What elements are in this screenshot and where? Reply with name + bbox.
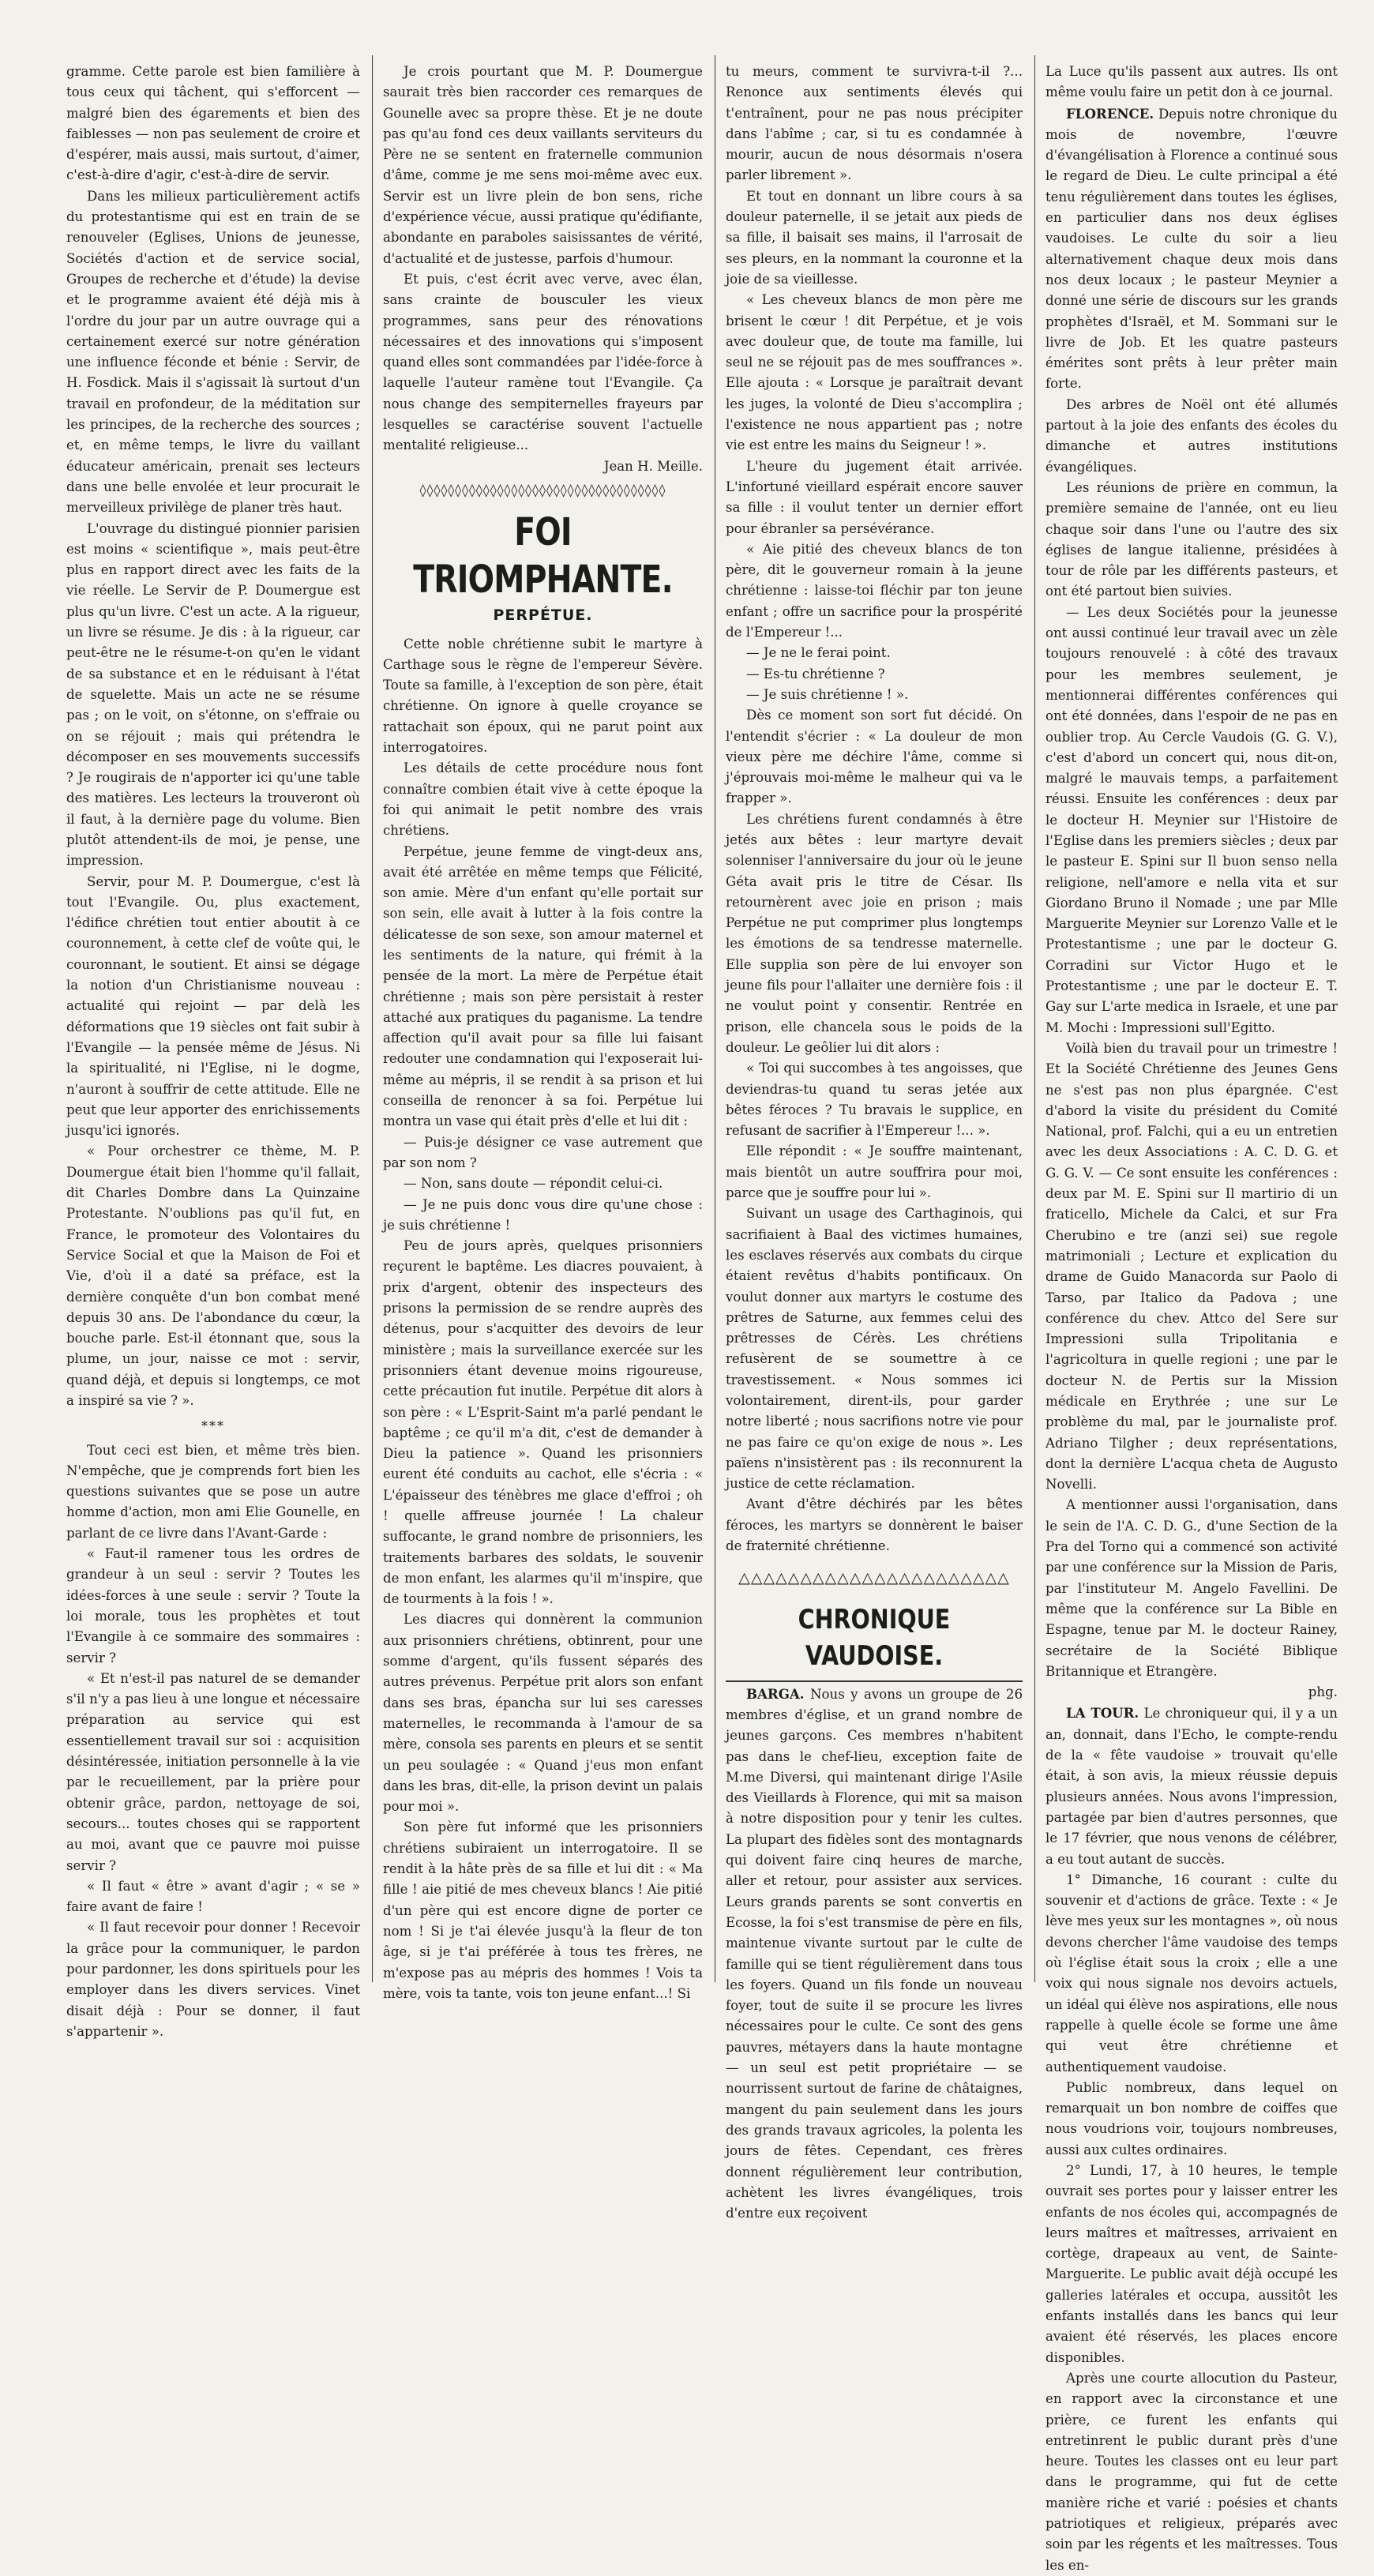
chronique-paragraph: Voilà bien du travail pour un trimestre ! Et la Société Chrétienne des Jeunes Gens ne s'est pas non plus épargnée. C'est d'abord la visite du président du Comité National, prof. Falchi, qui a eu un entretien avec les deux Associations : A. C. D. G. et G. G. V. — Ce sont ensuite les conférences : deux par M. E. Spini sur Il martirio di un fraticello, Michele da Calci, et sur Fra Cherubino e tre (anzi sei) sue regole matrimoniali ; Lecture et explication du drame de Guido Manacorda sur Paolo di Tarso, par Italico da Padova ; une conférence du chev. Attco del Sere sur Impressioni sulla Tripolitania e l'agricoltura in quelle regioni ; une par le docteur N. de Pertis sur la Mission médicale en Erythrée ; une sur Le problème du mal, par le journaliste prof. Adriano Tilgher ; deux représentations, dont la dernière L'acqua cheta de Augusto Novelli.	[1046, 1040, 1338, 1493]
section-title: CHRONIQUE VAUDOISE.	[798, 1603, 951, 1672]
headline: FOI TRIOMPHANTE.	[413, 510, 673, 603]
chronique-signature: phg.	[1308, 1684, 1338, 1700]
article-paragraph: Servir, pour M. P. Doumergue, c'est là tout l'Evangile. Ou, plus exactement, l'édifice chrétien tout entier aboutit à ce couronnement, à cette clef de voûte qui, le couronnant, le soutient. Et ainsi se dégage la notion d'un Christianisme nouveau : actualité qui rejoint — par delà les déformations que 19 siècles ont fait subir à l'Evangile — la pensée même de Jésus. Ni la spiritualité, ni l'Eglise, ni le dogme, n'auront à souffrir de cette attitude. Elle ne peut que leur apporter des enrichissements jusqu'ici ignorés.	[66, 873, 360, 1139]
chronique-paragraph: Public nombreux, dans lequel on remarquait un bon nombre de coiffes que nous voudrions voir, toujours nombreuses, aussi aux cultes ordinaires.	[1046, 2079, 1338, 2157]
place-name: FLORENCE.	[1066, 105, 1154, 122]
chronique-paragraph: 2° Lundi, 17, à 10 heures, le temple ouvrait ses portes pour y laisser entrer les enfants de nos écoles qui, accompagnés de leurs maîtres et maîtresses, arrivaient en cortège, drapeaux au vent, de Sainte-Marguerite. Le public avait déjà occupé les galleries latérales et occupa, aussitôt les enfants installés dans les bancs qui leur avaient été réservés, les places encore disponibles.	[1046, 2162, 1338, 2365]
story-paragraph: Les détails de cette procédure nous font connaître combien était vive à cette époque la foi qui animait le petit nombre des vrais chrétiens.	[383, 760, 703, 839]
chronique-paragraph: Des arbres de Noël ont été allumés partout à la joie des enfants des écoles du dimanche et autres institutions évangéliques.	[1046, 396, 1338, 475]
column-3	[726, 62, 1023, 2221]
story-paragraph: Et tout en donnant un libre cours à sa douleur paternelle, il se jetait aux pieds de sa fille, il baisait ses mains, il l'arrosait de ses pleurs, en la nommant la couronne et la joie de sa vieillesse.	[726, 188, 1023, 287]
article-paragraph: Dans les milieux particulièrement actifs du protestantisme qui est en train de se renouveler (Eglises, Unions de jeunesse, Sociétés d'action et de service social, Groupes de recherche et d'étude) la devise et le programme avaient été déjà mis à l'ordre du jour par un autre ouvrage qui a certainement exercé sur notre génération une influence féconde et bénie : Servir, de H. Fosdick. Mais il s'agissait là surtout d'un travail en profondeur, de la méditation sur les principes, de la recherche des sources ; et, en même temps, le livre du vaillant éducateur américain, prenait ses lecteurs dans une belle envolée et leur procurait le merveilleux privilège de planer très haut.	[66, 188, 360, 516]
story-paragraph: « Aie pitié des cheveux blancs de ton père, dit le gouverneur romain à la jeune chrétienne : laisse-toi fléchir par ton jeune enfant ; offre un sacrifice pour la prospérité de l'Empereur !...	[726, 541, 1023, 640]
story-paragraph: Suivant un usage des Carthaginois, qui sacrifiaient à Baal des victimes humaines, les esclaves réservés aux combats du cirque étaient revêtus d'habits pontificaux. On voulut donner aux martyrs le costume des prêtres de Saturne, aux femmes celui des prêtresses de Cérès. Les chrétiens refusèrent de se soumettre à ce travestissement. « Nous sommes ici volontairement, dirent-ils, pour garder notre liberté ; nous sacrifions notre vie pour ne pas faire ce qu'on exige de nous ». Les païens n'insistèrent pas : ils reconnurent la justice de cette réclamation.	[726, 1206, 1023, 1492]
article-signature: Jean H. Meille.	[603, 458, 703, 474]
story-paragraph: Perpétue, jeune femme de vingt-deux ans, avait été arrêtée en même temps que Félicité, son amie. Mère d'un enfant qu'elle portait sur son sein, elle avait à lutter à la fois contre la délicatesse de son sexe, son amour maternel et les sentiments de la nature, qui frémit à la pensée de la mort. La mère de Perpétue était chrétienne ; mais son père persistait à rester attaché aux pratiques du paganisme. La tendre affection qu'il avait pour sa fille lui faisant redouter une condamnation qui l'exposerait lui-même au mépris, il se rendit à sa prison et lui conseilla de renoncer à sa foi. Perpétue lui montra un vase qui était près d'elle et lui dit :	[383, 843, 703, 1129]
story-dialogue: — Puis-je désigner ce vase autrement que par son nom ?	[383, 1134, 703, 1170]
story-dialogue: — Es-tu chrétienne ?	[746, 666, 885, 682]
chronique-paragraph	[1046, 103, 1338, 395]
story-dialogue: — Non, sans doute — répondit celui-ci.	[404, 1176, 663, 1192]
chronique-paragraph	[726, 1684, 1023, 2225]
title-rule	[726, 1680, 1023, 1682]
article-paragraph: gramme. Cette parole est bien familière à tous ceux qui tâchent, qui s'efforcent — malgré bien des égarements et bien des faiblesses — non pas seulement de croire et d'espérer, mais aussi, mais surtout, d'aimer, c'est-à-dire d'agir, c'est-à-dire de servir.	[66, 64, 360, 183]
chronique-paragraph: Après une courte allocution du Pasteur, en rapport avec la circonstance et une prière, ce furent les enfants qui entretinrent le public durant près d'une heure. Toutes les classes ont eu leur part dans le programme, qui fut de cette manière riche et varié : poésies et chants patriotiques et religieux, préparés avec soin par les régents et les maîtresses. Tous les en-	[1046, 2370, 1338, 2573]
quote-paragraph: « Il faut recevoir pour donner ! Recevoir la grâce pour la communiquer, le pardon pour pardonner, les dons spirituels pour les employer dans les divers services. Vinet disait déjà : Pour se donner, il faut s'appartenir ».	[66, 1920, 360, 2039]
article-paragraph: « Pour orchestrer ce thème, M. P. Doumergue était bien l'homme qu'il fallait, dit Charles Dombre dans La Quinzaine Protestante. N'oublions pas qu'il fut, en France, le promoteur des Volontaires du Service Social et que la Maison de Foi et Vie, d'où il a daté sa préface, est la dernière conquête d'un bon combat mené depuis 30 ans. De l'abondance du cœur, la bouche parle. Est-il étonnant que, sous la plume, un jour, naisse ce mot : servir, quand déjà, et depuis si longtemps, ce mot a inspiré sa vie ? ».	[66, 1143, 360, 1408]
story-paragraph: Avant d'être déchirés par les bêtes féroces, les martyrs se donnèrent le baiser de fraternité chrétienne.	[726, 1496, 1023, 1554]
chronique-paragraph: 1° Dimanche, 16 courant : culte du souvenir et d'actions de grâce. Texte : « Je lève mes yeux sur les montagnes », où nous devons chercher l'âme vaudoise des temps où l'église était sous la croix ; elle a une voix qui nous signale nos devoirs actuels, un idéal qui élève nos aspirations, elle nous rappelle à quelle école se forme une âme qui veut être chrétienne et authentiquement vaudoise.	[1046, 1872, 1338, 2075]
story-paragraph: Elle répondit : « Je souffre maintenant, mais bientôt un autre souffrira pour moi, parce que je souffre pour lui ».	[726, 1143, 1023, 1201]
place-name: BARGA.	[746, 1685, 805, 1702]
column-rule	[372, 55, 373, 1982]
chronique-text: Le chroniqueur qui, il y a un an, donnait, dans l'Echo, le compte-rendu de la « fête vaudoise » trouvait qu'elle était, à son avis, la mieux réussie depuis plusieurs années. Nous avons l'impression, partagée par bien d'autres personnes, que le 17 février, que nous venons de célébrer, a eu tout autant de succès.	[1046, 1706, 1338, 1867]
story-paragraph: tu meurs, comment te survivra-t-il ?... Renonce aux sentiments élevés qui t'entraînent, pour ne pas nous précipiter dans l'abîme ; car, si tu es condamnée à mourir, aucun de nous désormais n'osera parler librement ».	[726, 64, 1023, 183]
article-paragraph: Je crois pourtant que M. P. Doumergue saurait très bien raccorder ces remarques de Gounelle avec sa propre thèse. Et je ne doute pas qu'au fond ces deux vaillants serviteurs du Père ne se sentent en fraternelle communion d'âme, comme je me sens moi-même avec eux. Servir est un livre plein de bon sens, riche d'expérience vécue, aussi pratique qu'édifiante, abondante en paraboles saisissantes de vérité, d'actualité et de justesse, parfois d'humour.	[383, 64, 703, 266]
subheadline: PERPÉTUE.	[493, 606, 593, 625]
chronique-paragraph	[1046, 1703, 1338, 1869]
story-dialogue: — Je ne le ferai point.	[746, 645, 891, 661]
chronique-paragraph: La Luce qu'ils passent aux autres. Ils ont même voulu faire un petit don à ce journal.	[1046, 64, 1338, 100]
story-paragraph: Son père fut informé que les prisonniers chrétiens subiraient un interrogatoire. Il se rendit à la hâte près de sa fille et lui dit : « Ma fille ! aie pitié de mes cheveux blancs ! Aie pitié d'un père qui est encore digne de porter ce nom ! Si je t'ai élevée jusqu'à la fleur de ton âge, si je t'ai préférée à tous tes frères, ne m'expose pas au mépris des hommes ! Vois ta mère, vois ta tante, vois ton jeune enfant...! Si	[383, 1819, 703, 2001]
triangle-divider: △△△△△△△△△△△△△△△△△△△△△△	[738, 1569, 1010, 1587]
story-dialogue: — Je suis chrétienne ! ».	[746, 686, 909, 702]
article-paragraph: Tout ceci est bien, et même très bien. N'empêche, que je comprends fort bien les questions suivantes que se pose un autre homme d'action, mon ami Elie Gounelle, en parlant de ce livre dans l'Avant-Garde :	[66, 1442, 360, 1541]
column-1	[66, 62, 360, 2039]
ornamental-divider: ◊◊◊◊◊◊◊◊◊◊◊◊◊◊◊◊◊◊◊◊◊◊◊◊◊◊◊◊◊◊◊◊◊◊◊	[419, 482, 666, 498]
chronique-paragraph: A mentionner aussi l'organisation, dans le sein de l'A. C. D. G., d'une Section de la Pra del Torno qui a commencé son activité par une conférence sur la Mission de Paris, par l'instituteur M. Angelo Favellini. De même que la conférence sur La Bible en Espagne, tenue par M. le docteur Rainey, secrétaire de la Société Biblique Britannique et Etrangère.	[1046, 1497, 1338, 1679]
quote-paragraph: « Et n'est-il pas naturel de se demander s'il n'y a pas lieu à une longue et nécessaire préparation au service qui est essentiellement travail sur soi : acquisition désintéressée, initiation personnelle à la vie par le recueillement, par la prière pour obtenir grâce, pardon, nettoyage de soi, secours... toutes choses qui se rapportent au moi, avant que ce pauvre moi puisse servir ?	[66, 1670, 360, 1873]
quote-paragraph: « Il faut « être » avant d'agir ; « se » faire avant de faire !	[66, 1878, 360, 1915]
section-separator: ***	[201, 1418, 225, 1434]
story-paragraph: « Toi qui succombes à tes angoisses, que deviendras-tu quand tu seras jetée aux bêtes féroces ? Tu bravais le supplice, en refusant de sacrifier à l'Empereur !... ».	[726, 1061, 1023, 1139]
story-dialogue: — Je ne puis donc vous dire qu'une chose : je suis chrétienne !	[383, 1196, 703, 1233]
story-paragraph: Cette noble chrétienne subit le martyre à Carthage sous le règne de l'empereur Sévère. Toute sa famille, à l'exception de son père, était chrétienne. On ignore à quelle croyance se rattachait son époux, qui ne parut point aux interrogatoires.	[383, 636, 703, 756]
place-name: LA TOUR.	[1066, 1705, 1139, 1722]
story-paragraph: L'heure du jugement était arrivée. L'infortuné vieillard espérait encore sauver sa fille : il voulut tenter un dernier effort pour ébranler sa persévérance.	[726, 458, 1023, 536]
column-rule	[1034, 55, 1035, 1982]
article-paragraph: Et puis, c'est écrit avec verve, avec élan, sans crainte de bousculer les vieux programmes, sans peur des rénovations nécessaires et des innovations qui s'imposent quand elles sont commandées par l'idée-force à laquelle l'auteur ramène tout l'Evangile. Ça nous change des sempiternelles frayeurs par lesquelles se caractérise souvent l'actuelle mentalité religieuse...	[383, 271, 703, 453]
chronique-paragraph: — Les deux Sociétés pour la jeunesse ont aussi continué leur travail avec un zèle toujours renouvelé : à côté des travaux pour les membres seulement, je mentionnerai différentes conférences qui ont été données, dans l'espoir de ne pas en oublier trop. Au Cercle Vaudois (G. G. V.), c'est d'abord un concert qui, nous dit-on, malgré le mauvais temps, a parfaitement réussi. Ensuite les conférences : deux par le docteur H. Meynier sur l'Histoire de l'Eglise dans les premiers siècles ; deux par le pasteur E. Spini sur Il buon senso nella religione, nell'amore e nella vita et sur Giordano Bruno il Nomade ; une par Mlle Marguerite Meynier sur Lorenzo Valle et le Protestantisme ; une par le docteur G. Corradini sur Victor Hugo et le Protestantisme ; une par le docteur E. T. Gay sur L'arte medica in Israele, et une par M. Mochi : Impressioni sull'Egitto.	[1046, 604, 1338, 1035]
quote-paragraph: « Faut-il ramener tous les ordres de grandeur à un seul : servir ? Toutes les idées-forces à une seule : servir ? Toute la loi morale, tous les prophètes et tout l'Evangile à ce sommaire des sommaires : servir ?	[66, 1546, 360, 1665]
story-paragraph: Les diacres qui donnèrent la communion aux prisonniers chrétiens, obtinrent, pour une somme d'argent, qu'ils fussent séparés des autres prévenus. Perpétue prit alors son enfant dans ses bras, épancha sur lui ses caresses maternelles, le recommanda à l'amour de sa mère, consola ses parents en pleurs et se sentit un peu soulagée : « Quand j'eus mon enfant dans les bras, dit-elle, la prison devint un palais pour moi ».	[383, 1612, 703, 1815]
article-paragraph: L'ouvrage du distingué pionnier parisien est moins « scientifique », mais peut-être plus en rapport direct avec les faits de la vie réelle. Le Servir de P. Doumergue est plus qu'un livre. C'est un acte. A la rigueur, un livre se résume. Je dis : à la rigueur, car peut-être ne le résume-t-on qu'en le vidant de sa substance et en le réduisant à l'état de squelette. Mais un acte ne se résume pas ; on le voit, on s'étonne, on s'effraie ou on se réjouit ; mais qui prétendra le décomposer en ses mouvements successifs ? Je rougirais de n'apporter ici qu'une table des matières. Les lecteurs la trouveront où il faut, à la dernière page du volume. Bien plutôt attendent-ils de moi, je pense, une impression.	[66, 520, 360, 869]
chronique-paragraph: Les réunions de prière en commun, la première semaine de l'année, ont eu lieu chaque soir dans l'une ou l'autre des six églises de langue italienne, présidées à tour de rôle par les différents pasteurs, et ont été partout bien suivies.	[1046, 479, 1338, 599]
column-2	[383, 62, 703, 2001]
chronique-text: Depuis notre chronique du mois de novembre, l'œuvre d'évangélisation à Florence a continué sous le regard de Dieu. Le culte principal a été tenu régulièrement dans toutes les églises, en particulier dans nos deux églises vaudoises. Le culte du soir a lieu alternativement chaque deux mois dans nos deux locaux ; le pasteur Meynier a donné une série de discours sur les grands prophètes d'Israël, et M. Sommani sur le livre de Job. Et les quatre pasteurs émérites sont prêts à leur prêter main forte.	[1046, 106, 1338, 392]
story-paragraph: Peu de jours après, quelques prisonniers reçurent le baptême. Les diacres pouvaient, à prix d'argent, obtenir des inspecteurs des prisons la permission de se rendre auprès des détenus, pour s'acquitter des devoirs de leur ministère ; mais la surveillance exercée sur les prisonniers étant devenue moins rigoureuse, cette précaution fut inutile. Perpétue dit alors à son père : « L'Esprit-Saint m'a parlé pendant le baptême ; ce qu'il m'a dit, c'est de demander à Dieu la patience ». Quand les prisonniers eurent été conduits au cachot, elle s'écria : « L'épaisseur des ténèbres me glace d'effroi ; oh ! quelle affreuse journée ! La chaleur suffocante, le grand nombre de prisonniers, les traitements barbares des soldats, le souvenir de mon enfant, les alarmes qu'il m'inspire, que de tourments à la fois ! ».	[383, 1238, 703, 1607]
chronique-text: Nous y avons un groupe de 26 membres d'église, et un grand nombre de jeunes garçons. Ces membres n'habitent pas dans le chef-lieu, exception faite de M.me Diversi, qui maintenant dirige l'Asile des Vieillards à Florence, qui mit sa maison à notre disposition pour y tenir les cultes. La plupart des fidèles sont des montagnards qui doivent faire cinq heures de marche, aller et retour, pour assister aux services. Leurs grands parents se sont convertis en Ecosse, la foi s'est transmise de père en fils, maintenue vivante surtout par le culte de famille qui se tient régulièrement dans tous les foyers. Quand un fils fonde un nouveau foyer, tout de suite il se procure les livres nécessaires pour le culte. Ce sont des gens pauvres, métayers dans la haute montagne — un seul est petit propriétaire — se nourrissent surtout de farine de châtaignes, mangent du pain seulement dans les jours des grands travaux agricoles, la polenta les jours de fêtes. Cependant, ces frères donnent régulièrement leur contribution, achètent les livres évangéliques, trois d'entre eux reçoivent	[726, 1686, 1023, 2221]
story-paragraph: Dès ce moment son sort fut décidé. On l'entendit s'écrier : « La douleur de mon vieux père me déchire l'âme, comme si j'éprouvais moi-même le malheur qui va le frapper ».	[726, 708, 1023, 806]
story-paragraph: Les chrétiens furent condamnés à être jetés aux bêtes : leur martyre devait solenniser l'anniversaire du jour où le jeune Géta avait pris le titre de César. Ils retournèrent avec joie en prison ; mais Perpétue ne put comprimer plus longtemps les émotions de sa tendresse maternelle. Elle supplia son père de lui envoyer son jeune fils pour l'allaiter une dernière fois : il ne voulut point y consentir. Rentrée en prison, elle chancela sous le poids de la douleur. Le geôlier lui dit alors :	[726, 811, 1023, 1055]
column-4	[1046, 62, 1338, 2573]
story-paragraph: « Les cheveux blancs de mon père me brisent le cœur ! dit Perpétue, et je vois avec douleur que, de toute ma famille, lui seul ne se réjouit pas de mes souffrances ». Elle ajouta : « Lorsque je paraîtrait devant les juges, la volonté de Dieu s'accomplira ; l'existence ne nous appartient pas ; notre vie est entre les mains du Seigneur ! ».	[726, 292, 1023, 453]
